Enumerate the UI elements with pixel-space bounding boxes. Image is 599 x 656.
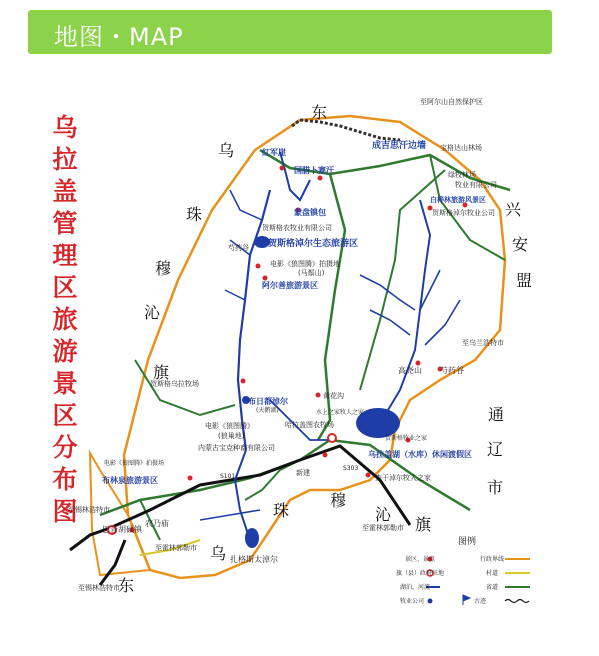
label-zhengfu: 贺斯格淖尔牧业公司 [432, 209, 495, 217]
title-char: 图 [52, 497, 78, 526]
header-title: 地图・MAP [54, 23, 184, 51]
river [200, 510, 260, 520]
title-char: 景 [52, 369, 78, 398]
region-char: 乌 [210, 544, 227, 563]
region-char: 旗 [415, 515, 432, 534]
legend-label: 景区、景点 [405, 556, 436, 563]
label-baishu: 白桦林旅游风景区 [430, 196, 486, 204]
river [235, 450, 250, 540]
legend-title: 图例 [458, 537, 477, 547]
region-char: 兴 [505, 200, 522, 219]
region-char: 穆 [155, 259, 172, 278]
label-huanghuagou: 黄花沟 [323, 392, 344, 400]
great-wall [292, 120, 400, 140]
title-char: 盖 [52, 177, 78, 206]
label-nongmu: 贺斯格牧业之家 [385, 435, 428, 442]
label-wulagai: 乌拉盖湖（水库）休闲渡假区 [368, 450, 472, 459]
label-lang: (狼巢地) [218, 432, 245, 440]
river [280, 152, 310, 200]
title-char: 区 [52, 273, 78, 302]
label-xilin: 至锡林浩特市 [68, 506, 110, 514]
region-char: 市 [487, 478, 504, 497]
label-north-border: 至阿尔山自然保护区 [420, 98, 483, 106]
label-zhasi: 扎格斯太淖尔 [230, 555, 278, 564]
label-hemu: 贺斯格农牧业有限公司 [262, 224, 332, 232]
poi-dot [256, 264, 261, 269]
region-char: 通 [488, 405, 505, 424]
label-hesige: 贺斯格淖尔生态旅游区 [268, 239, 359, 249]
title-char: 游 [52, 337, 78, 366]
legend-label: 村道 [486, 570, 499, 577]
label-bulin-small: 电影《狼图腾》拍摄场 [104, 460, 165, 467]
map-svg [0, 60, 599, 656]
river [360, 270, 460, 345]
region-char: 东 [118, 576, 135, 595]
legend-label: 旗（县）政府驻地 [396, 570, 445, 577]
label-hongjunya: 红军崖 [262, 148, 286, 157]
map-area [0, 60, 599, 656]
poi-dot [366, 473, 371, 478]
label-road-s101: S101 [220, 473, 236, 480]
admin-boundary [124, 116, 505, 578]
label-dianying1: 电影《狼图腾》拍摄地 [270, 260, 340, 268]
label-hala: 哈拉盖图农牧场 [285, 421, 334, 429]
legend [396, 535, 530, 605]
poi-dot [188, 476, 193, 481]
region-char: 乌 [218, 141, 235, 160]
header-bar [28, 10, 552, 54]
title-char: 布 [52, 465, 78, 494]
label-east-border: 至乌兰浩特市 [462, 339, 504, 347]
region-char: 珠 [186, 205, 203, 224]
label-jilin: 至锡林浩特市 [78, 584, 120, 592]
legend-blue-dot [428, 599, 433, 604]
title-char: 乌 [52, 113, 78, 142]
lake-zhasi [245, 528, 259, 548]
label-xinjian: 新建 [296, 469, 310, 477]
label-nongnai: 农乃庙 [145, 519, 169, 528]
label-muye: 牧业有限公司 [455, 181, 497, 189]
label-dianying2: 电影《狼图腾》 [205, 422, 254, 430]
title-char: 拉 [52, 145, 78, 174]
region-char: 珠 [273, 501, 290, 520]
region-char: 东 [311, 103, 328, 122]
label-huolin: 至霍林郭勒市 [362, 524, 404, 532]
region-char: 盟 [516, 271, 533, 290]
legend-wave [505, 600, 529, 603]
label-yaoyaogu: 芍药谷 [440, 366, 464, 375]
poi-dot [241, 379, 246, 384]
legend-label: 古迹 [474, 598, 487, 605]
label-baogeda: 宝格达山林场 [440, 144, 482, 152]
label-chengjisi: 成吉思汗边墙 [372, 141, 427, 151]
region-char: 沁 [375, 505, 392, 524]
region-char: 沁 [144, 303, 161, 322]
title-char: 理 [52, 241, 78, 270]
region-char: 安 [512, 235, 529, 254]
legend-label: 湖泊、河流 [400, 584, 431, 591]
poi-dot [323, 453, 328, 458]
label-neimeng: 内蒙古宝克种畜有限公司 [198, 444, 275, 452]
region-char: 辽 [487, 440, 504, 459]
legend-label: 牧业公司 [400, 598, 425, 605]
label-bayan: 巴音胡硕镇 [102, 525, 142, 534]
label-yuanxiao: 蒙盘镇包 [294, 208, 326, 217]
legend-label: 行政界线 [480, 556, 505, 563]
legend-label: 省道 [486, 584, 499, 591]
poi-dot [263, 276, 268, 281]
county-seat [328, 434, 336, 442]
title-char: 旅 [52, 305, 78, 334]
label-shuishang: 水上之家牧人之家 [316, 409, 365, 416]
poi-dot [416, 361, 421, 366]
title-char: 管 [52, 209, 78, 238]
river [385, 200, 430, 415]
label-maguan: (马鬃山) [298, 269, 325, 277]
label-yaowu: 芍药谷 [228, 244, 249, 252]
title-char: 区 [52, 401, 78, 430]
label-tianer: (天鹅湖) [256, 407, 279, 414]
label-bulin: 布林泉旅游景区 [102, 476, 158, 485]
poi-dot [316, 393, 321, 398]
label-road-s303: S303 [343, 465, 359, 472]
poi-dot [280, 166, 285, 171]
title-char: 分 [52, 433, 78, 462]
label-lumu: 绿牧林场 [448, 171, 476, 179]
label-gaoshan: 高尧山 [398, 366, 422, 375]
label-zhaogan: 查干淖尔牧人之家 [375, 474, 431, 482]
legend-blue-flag [463, 595, 470, 605]
label-niurenjia: 贺斯格乌拉牧场 [150, 380, 199, 388]
label-aershan: 阿尔善旅游景区 [262, 281, 318, 290]
label-xilin2: 至霍林郭勒市 [155, 544, 197, 552]
region-char: 旗 [153, 363, 170, 382]
main-road [245, 460, 300, 500]
poi-dot [318, 176, 323, 181]
region-char: 穆 [330, 491, 347, 510]
label-guomeng: 国腊卜赛汗 [294, 166, 334, 175]
label-buri: 布日都淖尔 [248, 397, 288, 406]
